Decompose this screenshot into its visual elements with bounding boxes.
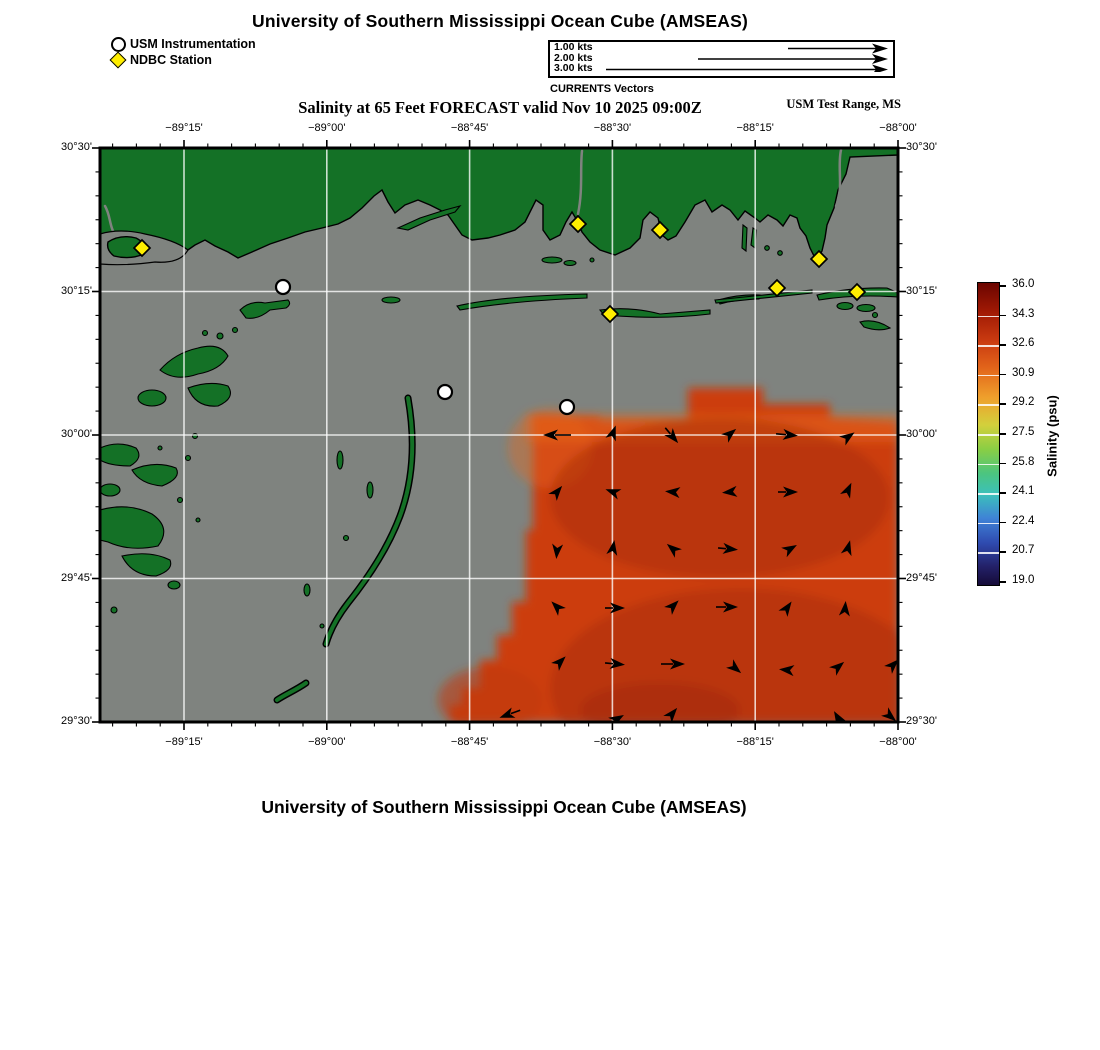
colorbar-tick-line: [978, 523, 999, 525]
colorbar-tick: [1000, 522, 1006, 524]
x-tick-label-top: −88°00': [879, 122, 917, 134]
colorbar-tick-label: 29.2: [1012, 396, 1035, 409]
y-tick-label-left: 30°30': [61, 141, 92, 153]
usm-circle-icon: [108, 37, 128, 52]
scale-entry-label: 3.00 kts: [554, 62, 593, 74]
colorbar-tick: [1000, 344, 1006, 346]
y-tick-label-left: 29°30': [61, 715, 92, 727]
x-tick-label-bottom: −89°00': [308, 736, 346, 748]
colorbar-tick-label: 27.5: [1012, 426, 1035, 438]
colorbar-tick: [1000, 581, 1006, 583]
colorbar-tick-line: [978, 434, 999, 436]
scale-entry-label: 2.00 kts: [554, 51, 593, 64]
map-canvas: [80, 128, 920, 738]
y-tick-label-right: 30°30': [906, 141, 937, 153]
currents-scale-arrows: [550, 42, 889, 72]
x-tick-label-bottom: −88°45': [450, 736, 489, 748]
colorbar-tick-label: 22.4: [1012, 514, 1035, 527]
colorbar-tick-line: [978, 493, 999, 495]
y-tick-label-right: 30°00': [906, 428, 937, 440]
colorbar-tick: [1000, 285, 1006, 287]
x-tick-label-top: −88°30': [593, 122, 632, 134]
currents-scale-caption: CURRENTS Vectors: [550, 83, 654, 95]
colorbar-tick-label: 24.1: [1012, 485, 1035, 498]
region-label: USM Test Range, MS: [786, 97, 901, 111]
y-tick-label-left: 30°15': [61, 284, 92, 297]
scale-entry-label: 1.00 kts: [554, 41, 593, 53]
colorbar-tick: [1000, 433, 1006, 435]
x-tick-label-bottom: −89°15': [165, 736, 203, 748]
colorbar-tick-line: [978, 552, 999, 554]
map-legend: [108, 36, 256, 68]
x-tick-label-bottom: −88°15': [736, 736, 774, 748]
ndbc-diamond-icon: [108, 54, 128, 66]
colorbar-tick-label: 19.0: [1012, 574, 1035, 586]
colorbar-tick: [1000, 463, 1006, 465]
y-tick-label-left: 30°00': [61, 428, 92, 440]
colorbar-tick-line: [978, 464, 999, 466]
x-tick-label-top: −89°15': [165, 122, 203, 134]
legend-label-usm: USM Instrumentation: [130, 37, 256, 51]
colorbar-title: Salinity (psu): [1044, 395, 1060, 477]
x-tick-label-top: −89°00': [308, 122, 346, 134]
forecast-subtitle: Salinity at 65 Feet FORECAST valid Nov 10 2025 09:00Z: [298, 98, 702, 117]
legend-label-ndbc: NDBC Station: [130, 53, 212, 67]
page-title: University of Southern Mississippi Ocean Cube (AMSEAS): [251, 11, 749, 31]
colorbar-tick-line: [978, 375, 999, 377]
y-tick-label-left: 29°45': [61, 571, 92, 584]
currents-scale-box: [548, 40, 895, 78]
usm-instrumentation-marker: [438, 385, 452, 399]
usm-instrumentation-marker: [560, 400, 574, 414]
colorbar-tick: [1000, 315, 1006, 317]
y-tick-label-right: 29°45': [906, 571, 937, 584]
colorbar-tick: [1000, 492, 1006, 494]
x-tick-label-top: −88°45': [450, 122, 489, 134]
scale-arrowhead-icon: [872, 65, 888, 73]
colorbar-tick-label: 32.6: [1012, 337, 1035, 350]
colorbar: [977, 282, 1000, 586]
colorbar-tick-label: 34.3: [1012, 307, 1035, 320]
x-tick-label-bottom: −88°00': [879, 736, 917, 748]
usm-instrumentation-marker: [276, 280, 290, 294]
colorbar-tick-line: [978, 404, 999, 406]
legend-item-ndbc: [108, 52, 256, 68]
colorbar-tick-line: [978, 345, 999, 347]
y-tick-label-right: 29°30': [906, 715, 937, 727]
colorbar-tick-label: 30.9: [1012, 366, 1035, 379]
legend-item-usm: [108, 36, 256, 52]
colorbar-tick-label: 20.7: [1012, 544, 1035, 557]
colorbar-tick: [1000, 403, 1006, 405]
colorbar-tick-label: 36.0: [1012, 278, 1035, 290]
colorbar-tick: [1000, 374, 1006, 376]
colorbar-tick-line: [978, 316, 999, 318]
x-tick-label-bottom: −88°30': [593, 736, 632, 748]
footer-title: University of Southern Mississippi Ocean Cube (AMSEAS): [261, 797, 747, 817]
colorbar-tick: [1000, 551, 1006, 553]
x-tick-label-top: −88°15': [736, 122, 774, 134]
colorbar-tick-label: 25.8: [1012, 455, 1035, 468]
y-tick-label-right: 30°15': [906, 284, 937, 297]
